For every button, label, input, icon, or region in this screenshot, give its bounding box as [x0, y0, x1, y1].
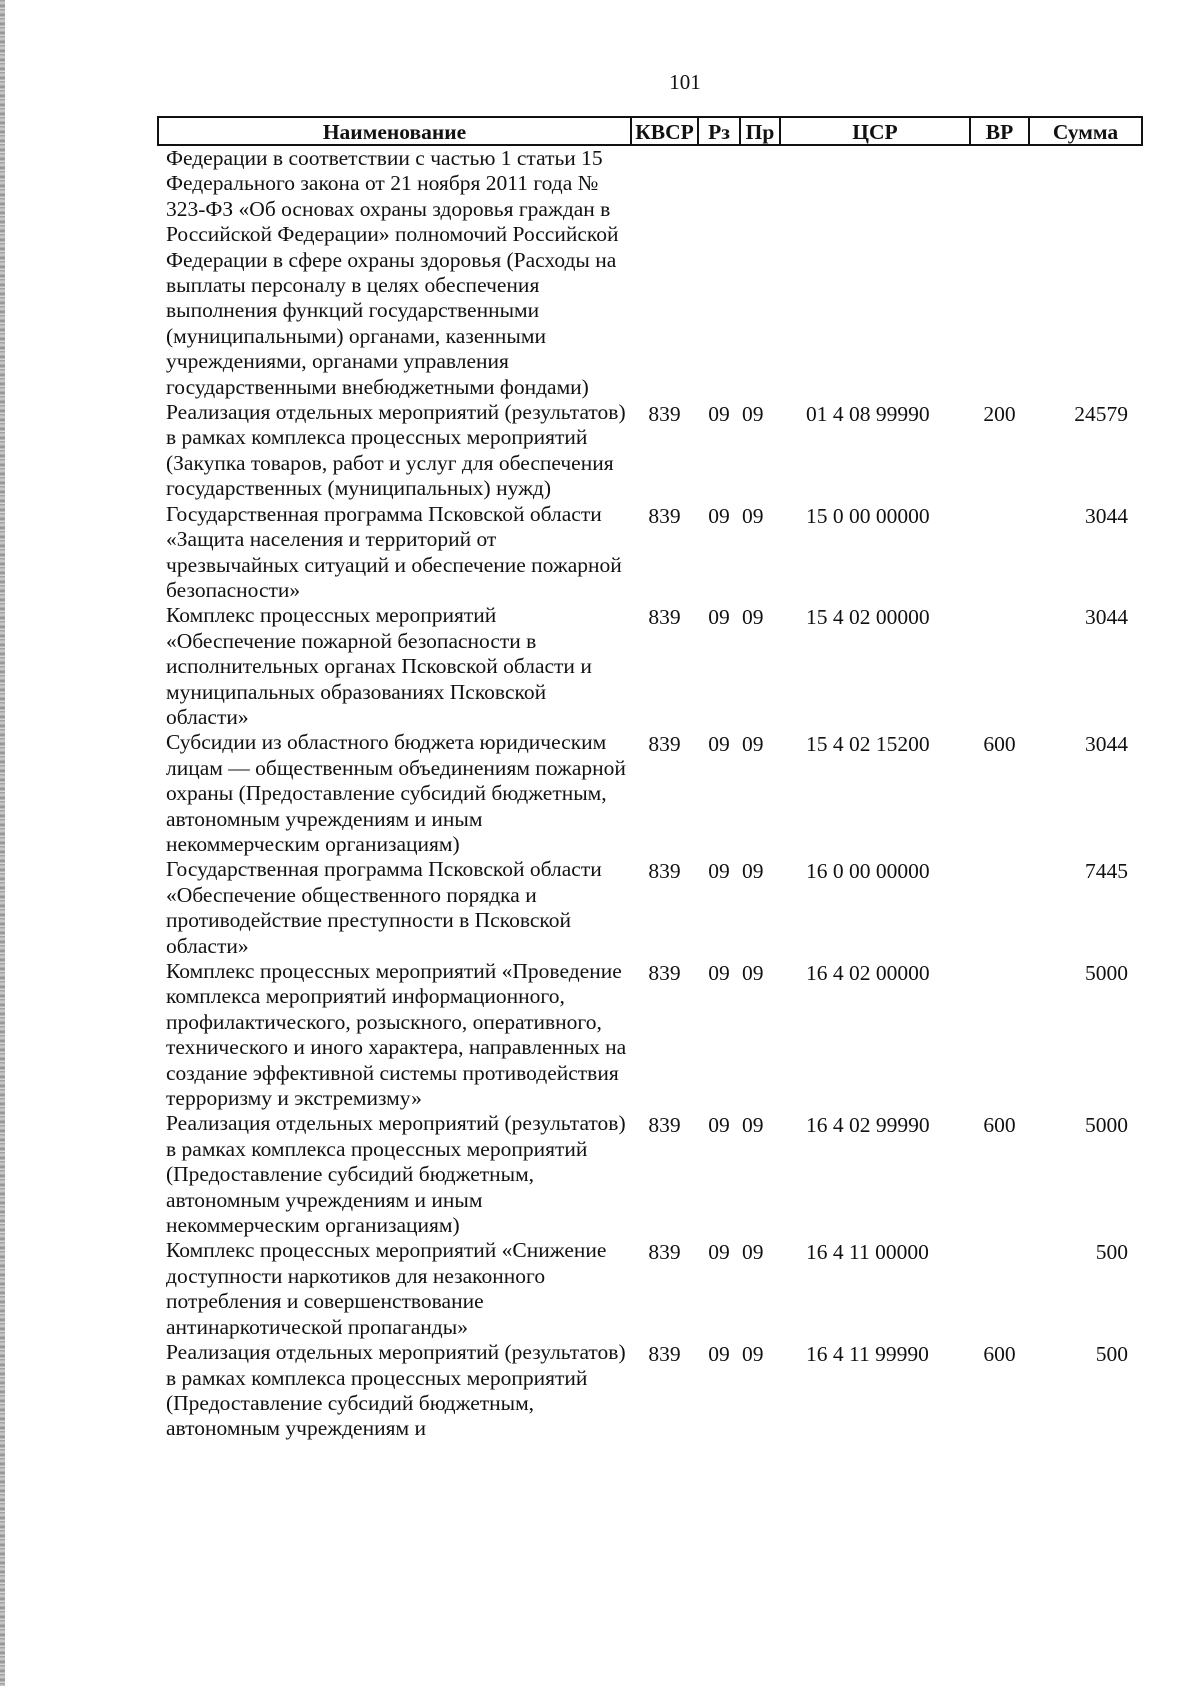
row-pr: 09 [742, 1240, 764, 1265]
row-pr: 09 [742, 1342, 764, 1367]
table-row [158, 502, 1142, 604]
header-sum: Сумма [1029, 117, 1142, 145]
row-pr: 09 [742, 605, 764, 630]
row-sum: 3044 [1085, 605, 1128, 630]
row-sum: 3044 [1085, 732, 1128, 757]
row-name: Реализация отдельных мероприятий (результатов) в рамках комплекса процессных мероприятий (Предоставление субсидий бюджетным, автономным учреждениям и иным некоммерческим организациям) [166, 1111, 626, 1238]
row-vr: 600 [983, 1342, 1016, 1367]
row-kvsr: 839 [648, 1113, 681, 1138]
row-vr: 600 [983, 732, 1016, 757]
row-rz: 09 [708, 732, 730, 757]
row-pr: 09 [742, 859, 764, 884]
row-sum: 7445 [1085, 859, 1128, 884]
row-vr [970, 857, 1029, 959]
row-rz: 09 [708, 859, 730, 884]
row-csr: 01 4 08 99990 [806, 402, 930, 427]
table-row [158, 1340, 1142, 1442]
header-vr: ВР [970, 117, 1029, 145]
row-pr: 09 [742, 1113, 764, 1138]
row-sum: 500 [1095, 1342, 1128, 1367]
table-row [158, 1111, 1142, 1238]
row-vr: 600 [983, 1113, 1016, 1138]
row-pr [740, 145, 780, 400]
table-row [158, 603, 1142, 730]
row-csr: 16 4 11 00000 [806, 1240, 929, 1265]
row-rz: 09 [708, 605, 730, 630]
row-name: Субсидии из областного бюджета юридическим лицам — общественным объединениям пожарной охраны (Предоставление субсидий бюджетным, автономным учреждениям и иным некоммерческим организациям) [166, 730, 626, 856]
row-kvsr: 839 [648, 961, 681, 985]
row-sum: 500 [1095, 1240, 1128, 1265]
scan-edge [0, 0, 5, 1686]
row-csr: 16 0 00 00000 [806, 859, 930, 884]
row-name: Государственная программа Псковской области «Обеспечение общественного порядка и противодействие преступности в Псковской области» [166, 857, 602, 958]
row-vr [970, 603, 1029, 730]
row-rz: 09 [708, 1342, 730, 1367]
row-name: Комплекс процессных мероприятий «Проведение комплекса мероприятий информационного, профилактического, розыскного, оперативного, технического и иного характера, направленных на создание эффективной системы противодействия терроризму и экстремизму» [166, 959, 627, 1111]
row-sum [1029, 145, 1142, 400]
row-rz: 09 [708, 503, 730, 528]
row-name: Государственная программа Псковской области «Защита населения и территорий от чрезвычайных ситуаций и обеспечение пожарной безопасности» [166, 501, 622, 602]
row-rz: 09 [708, 961, 730, 985]
row-csr [780, 145, 970, 400]
table-row [158, 857, 1142, 959]
row-sum: 5000 [1085, 961, 1128, 985]
row-pr: 09 [742, 402, 764, 427]
header-rz: Рз [698, 117, 740, 145]
row-kvsr: 839 [648, 605, 681, 630]
row-vr [970, 145, 1029, 400]
row-kvsr [631, 145, 698, 400]
row-rz: 09 [708, 1113, 730, 1138]
row-vr [970, 502, 1029, 604]
budget-table [157, 116, 1143, 1442]
row-pr: 09 [742, 961, 764, 985]
row-kvsr: 839 [648, 503, 681, 528]
row-vr [970, 959, 1029, 1111]
row-name: Федерации в соответствии с частью 1 статьи 15 Федерального закона от 21 ноября 2011 года № 323-ФЗ «Об основах охраны здоровья граждан в Российской Федерации» полномочий Российской Федерации в сфере охраны здоровья (Расходы на выплаты персоналу в целях обеспечения выполнения функций государственными (муниципальными) органами, казенными учреждениями, органами управления государственными внебюджетными фондами) [166, 146, 619, 399]
header-name: Наименование [158, 117, 631, 145]
row-vr [970, 1238, 1029, 1340]
row-pr: 09 [742, 503, 764, 528]
header-csr: ЦСР [780, 117, 970, 145]
table-row [158, 145, 1142, 400]
row-name: Комплекс процессных мероприятий «Снижение доступности наркотиков для незаконного потребления и совершенствование антинаркотической пропаганды» [166, 1238, 607, 1339]
row-kvsr: 839 [648, 1342, 681, 1367]
header-kvsr: КВСР [631, 117, 698, 145]
row-csr: 16 4 02 99990 [806, 1113, 930, 1138]
row-rz [698, 145, 740, 400]
row-kvsr: 839 [648, 859, 681, 884]
row-kvsr: 839 [648, 402, 681, 427]
row-csr: 15 0 00 00000 [806, 503, 930, 528]
table-row [158, 1238, 1142, 1340]
row-csr: 16 4 11 99990 [806, 1342, 929, 1367]
table-row [158, 959, 1142, 1111]
table-header-row [158, 117, 1142, 145]
header-pr: Пр [740, 117, 780, 145]
row-name: Реализация отдельных мероприятий (результатов) в рамках комплекса процессных мероприятий (Закупка товаров, работ и услуг для обеспечения государственных (муниципальных) нужд) [166, 400, 626, 501]
row-kvsr: 839 [648, 732, 681, 757]
row-sum: 3044 [1085, 503, 1128, 528]
row-csr: 15 4 02 15200 [806, 732, 930, 757]
row-sum: 24579 [1074, 402, 1128, 427]
row-sum: 5000 [1085, 1113, 1128, 1138]
row-pr: 09 [742, 732, 764, 757]
row-csr: 16 4 02 00000 [806, 961, 930, 985]
table-row [158, 400, 1142, 502]
row-csr: 15 4 02 00000 [806, 605, 930, 630]
row-kvsr: 839 [648, 1240, 681, 1265]
row-name: Комплекс процессных мероприятий «Обеспечение пожарной безопасности в исполнительных органах Псковской области и муниципальных образованиях Псковской области» [166, 603, 592, 729]
page-number: 101 [669, 70, 701, 94]
row-vr: 200 [983, 402, 1016, 427]
row-rz: 09 [708, 402, 730, 427]
row-name: Реализация отдельных мероприятий (результатов) в рамках комплекса процессных мероприятий (Предоставление субсидий бюджетным, автономным учреждениям и [166, 1340, 626, 1441]
table-row [158, 730, 1142, 857]
row-rz: 09 [708, 1240, 730, 1265]
